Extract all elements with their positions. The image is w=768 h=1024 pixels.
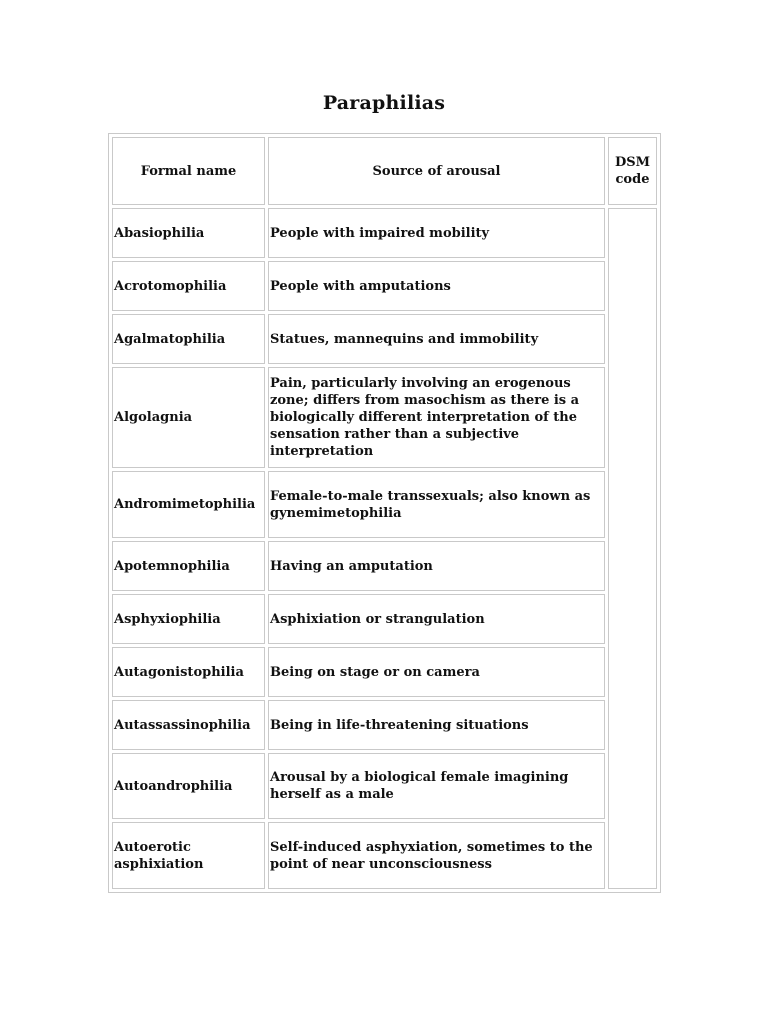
table-row — [112, 367, 657, 468]
page-title: Paraphilias — [322, 92, 446, 114]
source-cell: People with amputations — [268, 261, 605, 311]
formal-name-cell: Apotemnophilia — [112, 541, 265, 591]
formal-name-cell: Autoerotic asphixiation — [112, 822, 265, 889]
formal-name-cell: Asphyxiophilia — [112, 594, 265, 644]
formal-name-cell: Acrotomophilia — [112, 261, 265, 311]
formal-name-cell: Abasiophilia — [112, 208, 265, 258]
formal-name-cell: Algolagnia — [112, 367, 265, 468]
table-row — [112, 594, 657, 644]
table-row — [112, 471, 657, 538]
formal-name-cell: Agalmatophilia — [112, 314, 265, 364]
table-row — [112, 541, 657, 591]
table-row — [112, 822, 657, 889]
formal-name-cell: Autagonistophilia — [112, 647, 265, 697]
header-formal-name: Formal name — [112, 137, 265, 205]
formal-name-cell: Autoandrophilia — [112, 753, 265, 819]
header-dsm-code: DSM code — [608, 137, 657, 205]
source-cell: Being on stage or on camera — [268, 647, 605, 697]
source-cell: Having an amputation — [268, 541, 605, 591]
dsm-code-cell — [608, 208, 657, 889]
table-row — [112, 700, 657, 750]
formal-name-cell: Andromimetophilia — [112, 471, 265, 538]
table-row — [112, 208, 657, 258]
source-cell: People with impaired mobility — [268, 208, 605, 258]
source-cell: Being in life-threatening situations — [268, 700, 605, 750]
table-row — [112, 314, 657, 364]
source-cell: Self-induced asphyxiation, sometimes to the point of near unconsciousness — [268, 822, 605, 889]
table-header-row — [112, 137, 657, 205]
paraphilias-table — [108, 133, 661, 893]
source-cell: Arousal by a biological female imagining herself as a male — [268, 753, 605, 819]
source-cell: Statues, mannequins and immobility — [268, 314, 605, 364]
table-row — [112, 647, 657, 697]
table-row — [112, 753, 657, 819]
source-cell: Female-to-male transsexuals; also known as gynemimetophilia — [268, 471, 605, 538]
source-cell: Pain, particularly involving an erogenous zone; differs from masochism as there is a biologically different interpretation of the sensation rather than a subjective interpretation — [268, 367, 605, 468]
source-cell: Asphixiation or strangulation — [268, 594, 605, 644]
header-source-of-arousal: Source of arousal — [268, 137, 605, 205]
formal-name-cell: Autassassinophilia — [112, 700, 265, 750]
table-row — [112, 261, 657, 311]
